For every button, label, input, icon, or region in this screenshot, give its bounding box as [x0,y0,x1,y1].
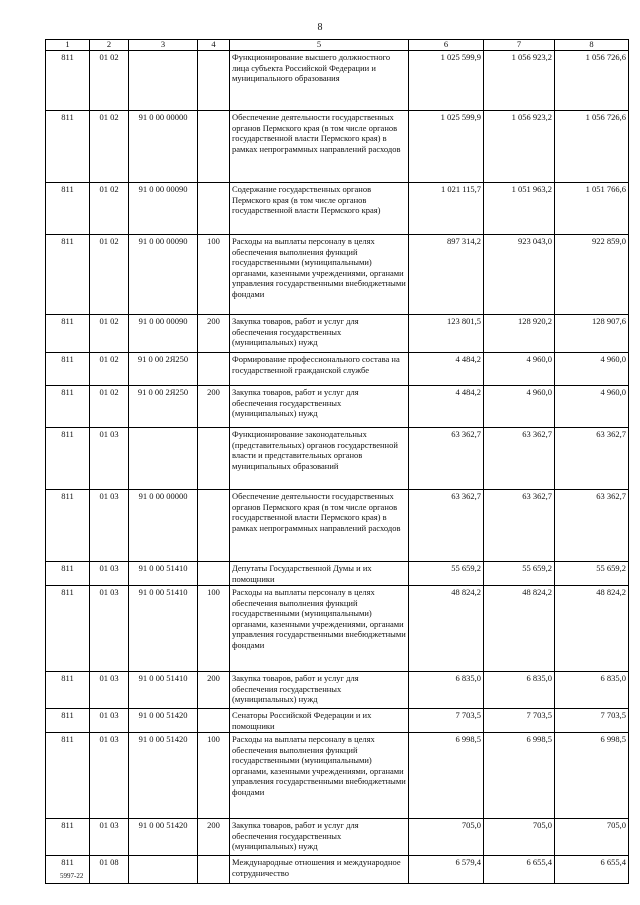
amount-2024-cell: 55 659,2 [484,562,555,586]
table-row [46,819,629,856]
admin-code-cell: 811 [46,235,90,315]
amount-2025-cell: 4 960,0 [555,386,629,428]
description-cell: Международные отношения и международное сотрудничество [230,856,409,884]
table-row [46,490,629,562]
table-row [46,51,629,111]
expense-type-cell: 200 [198,819,230,856]
expense-type-cell [198,183,230,235]
amount-2025-cell: 922 859,0 [555,235,629,315]
amount-2025-cell: 48 824,2 [555,586,629,672]
amount-2025-cell: 7 703,5 [555,709,629,733]
admin-code-cell: 811 [46,428,90,490]
admin-code-cell: 811 [46,709,90,733]
target-article-cell: 91 0 00 00090 [129,315,198,353]
amount-2023-cell: 55 659,2 [409,562,484,586]
budget-table [45,39,629,884]
amount-2023-cell: 48 824,2 [409,586,484,672]
target-article-cell: 91 0 00 00000 [129,111,198,183]
expense-type-cell [198,111,230,183]
expense-type-cell: 200 [198,672,230,709]
table-row [46,428,629,490]
admin-code-cell: 811 [46,51,90,111]
amount-2024-cell: 1 056 923,2 [484,111,555,183]
amount-2024-cell: 4 960,0 [484,386,555,428]
description-cell: Закупка товаров, работ и услуг для обеспечения государственных (муниципальных) нужд [230,386,409,428]
description-cell: Закупка товаров, работ и услуг для обеспечения государственных (муниципальных) нужд [230,672,409,709]
section-code-cell: 01 03 [90,490,129,562]
expense-type-cell: 200 [198,386,230,428]
table-row [46,709,629,733]
table-row [46,183,629,235]
section-code-cell: 01 02 [90,111,129,183]
amount-2023-cell: 6 579,4 [409,856,484,884]
expense-type-cell [198,428,230,490]
table-row [46,386,629,428]
description-cell: Сенаторы Российской Федерации и их помощники [230,709,409,733]
target-article-cell: 91 0 00 00090 [129,235,198,315]
target-article-cell: 91 0 00 51410 [129,562,198,586]
table-row [46,672,629,709]
document-code: 5997-22 [60,872,84,880]
amount-2023-cell: 6 998,5 [409,733,484,819]
amount-2024-cell: 63 362,7 [484,428,555,490]
amount-2025-cell: 63 362,7 [555,428,629,490]
amount-2024-cell: 48 824,2 [484,586,555,672]
amount-2023-cell: 4 484,2 [409,353,484,386]
target-article-cell: 91 0 00 00090 [129,183,198,235]
description-cell: Депутаты Государственной Думы и их помощники [230,562,409,586]
amount-2024-cell: 6 998,5 [484,733,555,819]
expense-type-cell [198,51,230,111]
amount-2023-cell: 6 835,0 [409,672,484,709]
expense-type-cell [198,709,230,733]
target-article-cell: 91 0 00 2Я250 [129,353,198,386]
amount-2024-cell: 6 655,4 [484,856,555,884]
column-number: 8 [555,40,629,51]
amount-2025-cell: 4 960,0 [555,353,629,386]
column-number: 6 [409,40,484,51]
section-code-cell: 01 03 [90,586,129,672]
column-number: 2 [90,40,129,51]
amount-2023-cell: 1 025 599,9 [409,111,484,183]
amount-2025-cell: 1 056 726,6 [555,51,629,111]
amount-2023-cell: 123 801,5 [409,315,484,353]
admin-code-cell: 811 [46,315,90,353]
target-article-cell: 91 0 00 51420 [129,819,198,856]
section-code-cell: 01 03 [90,562,129,586]
amount-2025-cell: 6 835,0 [555,672,629,709]
amount-2023-cell: 7 703,5 [409,709,484,733]
page-number: 8 [317,22,323,33]
table-row [46,315,629,353]
target-article-cell [129,428,198,490]
amount-2023-cell: 705,0 [409,819,484,856]
amount-2025-cell: 6 998,5 [555,733,629,819]
column-number: 5 [230,40,409,51]
section-code-cell: 01 03 [90,733,129,819]
expense-type-cell: 100 [198,235,230,315]
section-code-cell: 01 02 [90,235,129,315]
admin-code-cell: 811 [46,353,90,386]
admin-code-cell: 811 [46,856,90,884]
amount-2024-cell: 4 960,0 [484,353,555,386]
section-code-cell: 01 02 [90,353,129,386]
description-cell: Расходы на выплаты персоналу в целях обеспечения выполнения функций государственными (муниципальными) органами, казенными учреждениями, органами управления государственными внебюджетными фондами [230,235,409,315]
amount-2023-cell: 63 362,7 [409,428,484,490]
admin-code-cell: 811 [46,183,90,235]
column-number: 3 [129,40,198,51]
target-article-cell: 91 0 00 51410 [129,586,198,672]
section-code-cell: 01 02 [90,386,129,428]
amount-2024-cell: 1 051 963,2 [484,183,555,235]
amount-2025-cell: 705,0 [555,819,629,856]
column-number: 4 [198,40,230,51]
section-code-cell: 01 02 [90,183,129,235]
section-code-cell: 01 08 [90,856,129,884]
table-row [46,586,629,672]
target-article-cell: 91 0 00 2Я250 [129,386,198,428]
amount-2025-cell: 55 659,2 [555,562,629,586]
admin-code-cell: 811 [46,490,90,562]
expense-type-cell: 200 [198,315,230,353]
column-number: 1 [46,40,90,51]
table-row [46,733,629,819]
section-code-cell: 01 02 [90,51,129,111]
description-cell: Расходы на выплаты персоналу в целях обеспечения выполнения функций государственными (муниципальными) органами, казенными учреждениями, органами управления государственными внебюджетными фондами [230,586,409,672]
description-cell: Закупка товаров, работ и услуг для обеспечения государственных (муниципальных) нужд [230,315,409,353]
expense-type-cell [198,353,230,386]
amount-2024-cell: 705,0 [484,819,555,856]
target-article-cell: 91 0 00 51410 [129,672,198,709]
admin-code-cell: 811 [46,733,90,819]
amount-2024-cell: 1 056 923,2 [484,51,555,111]
amount-2023-cell: 897 314,2 [409,235,484,315]
amount-2025-cell: 63 362,7 [555,490,629,562]
admin-code-cell: 811 [46,386,90,428]
description-cell: Обеспечение деятельности государственных органов Пермского края (в том числе органов государственной власти Пермского края) в рамках непрограммных направлений расходов [230,490,409,562]
section-code-cell: 01 03 [90,672,129,709]
amount-2024-cell: 7 703,5 [484,709,555,733]
table-row [46,111,629,183]
description-cell: Формирование профессионального состава на государственной гражданской службе [230,353,409,386]
table-row [46,353,629,386]
admin-code-cell: 811 [46,111,90,183]
amount-2024-cell: 63 362,7 [484,490,555,562]
column-number: 7 [484,40,555,51]
description-cell: Закупка товаров, работ и услуг для обеспечения государственных (муниципальных) нужд [230,819,409,856]
amount-2023-cell: 63 362,7 [409,490,484,562]
amount-2025-cell: 128 907,6 [555,315,629,353]
section-code-cell: 01 02 [90,315,129,353]
section-code-cell: 01 03 [90,709,129,733]
expense-type-cell [198,490,230,562]
expense-type-cell [198,856,230,884]
table-row [46,562,629,586]
amount-2025-cell: 1 051 766,6 [555,183,629,235]
column-number-row [46,40,629,51]
section-code-cell: 01 03 [90,819,129,856]
admin-code-cell: 811 [46,819,90,856]
amount-2025-cell: 1 056 726,6 [555,111,629,183]
expense-type-cell [198,562,230,586]
description-cell: Функционирование высшего должностного лица субъекта Российской Федерации и муниципального образования [230,51,409,111]
expense-type-cell: 100 [198,733,230,819]
table-body [46,51,629,884]
section-code-cell: 01 03 [90,428,129,490]
table-header [46,40,629,51]
description-cell: Обеспечение деятельности государственных органов Пермского края (в том числе органов государственной власти Пермского края) в рамках непрограммных направлений расходов [230,111,409,183]
target-article-cell: 91 0 00 00000 [129,490,198,562]
description-cell: Функционирование законодательных (представительных) органов государственной власти и представительных органов муниципальных образований [230,428,409,490]
amount-2024-cell: 923 043,0 [484,235,555,315]
admin-code-cell: 811 [46,562,90,586]
description-cell: Расходы на выплаты персоналу в целях обеспечения выполнения функций государственными (муниципальными) органами, казенными учреждениями, органами управления государственными внебюджетными фондами [230,733,409,819]
target-article-cell: 91 0 00 51420 [129,709,198,733]
description-cell: Содержание государственных органов Пермского края (в том числе органов государственной власти Пермского края) [230,183,409,235]
table-row [46,235,629,315]
expense-type-cell: 100 [198,586,230,672]
target-article-cell [129,51,198,111]
amount-2024-cell: 6 835,0 [484,672,555,709]
admin-code-cell: 811 [46,672,90,709]
amount-2023-cell: 1 025 599,9 [409,51,484,111]
amount-2024-cell: 128 920,2 [484,315,555,353]
admin-code-cell: 811 [46,586,90,672]
amount-2023-cell: 4 484,2 [409,386,484,428]
amount-2023-cell: 1 021 115,7 [409,183,484,235]
amount-2025-cell: 6 655,4 [555,856,629,884]
target-article-cell [129,856,198,884]
target-article-cell: 91 0 00 51420 [129,733,198,819]
table-row [46,856,629,884]
